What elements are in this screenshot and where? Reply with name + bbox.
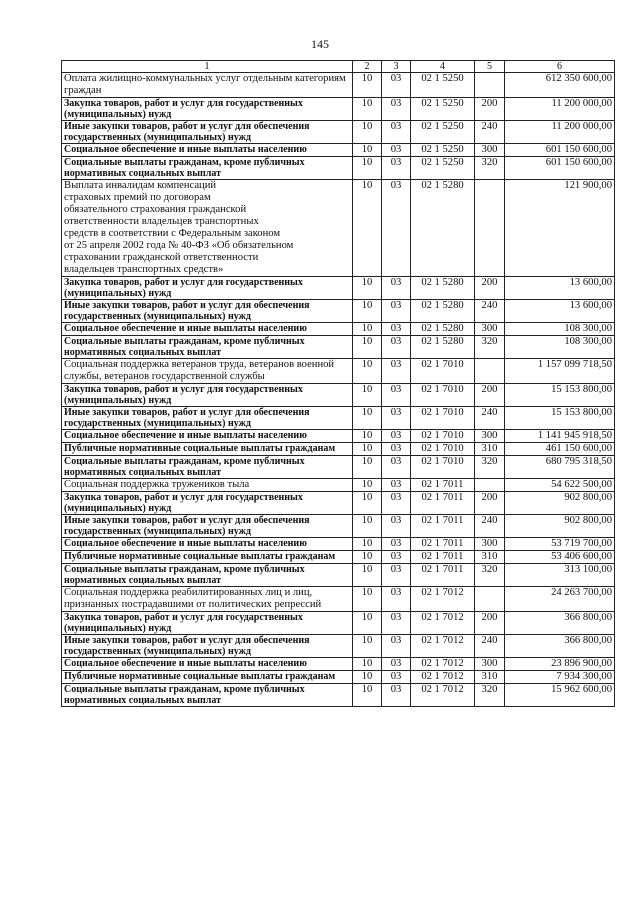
table-row bbox=[62, 73, 615, 98]
row-amount-cell: 366 800,00 bbox=[505, 612, 615, 635]
row-expense-type-cell: 200 bbox=[475, 384, 505, 407]
row-amount-cell: 108 300,00 bbox=[505, 336, 615, 359]
row-target-article-cell: 02 1 7012 bbox=[411, 684, 475, 707]
row-subsection-cell: 03 bbox=[382, 336, 411, 359]
table-row bbox=[62, 564, 615, 587]
row-name-cell: Социальные выплаты гражданам, кроме публичных нормативных социальных выплат bbox=[62, 684, 353, 707]
row-amount-cell: 1 157 099 718,50 bbox=[505, 359, 615, 384]
budget-table bbox=[61, 60, 615, 707]
row-amount-cell: 53 406 600,00 bbox=[505, 551, 615, 564]
row-subsection-cell: 03 bbox=[382, 359, 411, 384]
table-row bbox=[62, 658, 615, 671]
row-expense-type-cell: 310 bbox=[475, 671, 505, 684]
row-subsection-cell: 03 bbox=[382, 479, 411, 492]
row-amount-cell: 54 622 500,00 bbox=[505, 479, 615, 492]
column-header-6: 6 bbox=[505, 61, 615, 73]
row-amount-cell: 53 719 700,00 bbox=[505, 538, 615, 551]
table-row bbox=[62, 277, 615, 300]
row-section-cell: 10 bbox=[353, 430, 382, 443]
row-target-article-cell: 02 1 5280 bbox=[411, 180, 475, 277]
row-amount-cell: 11 200 000,00 bbox=[505, 98, 615, 121]
column-header-2: 2 bbox=[353, 61, 382, 73]
row-name-cell: Социальные выплаты гражданам, кроме публичных нормативных социальных выплат bbox=[62, 157, 353, 180]
row-target-article-cell: 02 1 7010 bbox=[411, 359, 475, 384]
row-name-cell: Публичные нормативные социальные выплаты гражданам bbox=[62, 443, 353, 456]
row-target-article-cell: 02 1 7011 bbox=[411, 492, 475, 515]
row-section-cell: 10 bbox=[353, 551, 382, 564]
row-name-cell: Закупка товаров, работ и услуг для государственных (муниципальных) нужд bbox=[62, 98, 353, 121]
row-subsection-cell: 03 bbox=[382, 121, 411, 144]
row-amount-cell: 108 300,00 bbox=[505, 323, 615, 336]
row-name-cell: Социальная поддержка ветеранов труда, ветеранов военной службы, ветеранов государственной службы bbox=[62, 359, 353, 384]
row-amount-cell: 13 600,00 bbox=[505, 300, 615, 323]
row-name-cell: Публичные нормативные социальные выплаты гражданам bbox=[62, 551, 353, 564]
row-section-cell: 10 bbox=[353, 538, 382, 551]
row-expense-type-cell: 320 bbox=[475, 157, 505, 180]
row-subsection-cell: 03 bbox=[382, 538, 411, 551]
row-expense-type-cell: 320 bbox=[475, 564, 505, 587]
row-target-article-cell: 02 1 5250 bbox=[411, 157, 475, 180]
row-section-cell: 10 bbox=[353, 336, 382, 359]
table-row bbox=[62, 121, 615, 144]
row-name-cell: Публичные нормативные социальные выплаты гражданам bbox=[62, 671, 353, 684]
row-section-cell: 10 bbox=[353, 73, 382, 98]
row-section-cell: 10 bbox=[353, 671, 382, 684]
row-expense-type-cell bbox=[475, 180, 505, 277]
row-subsection-cell: 03 bbox=[382, 277, 411, 300]
table-row bbox=[62, 479, 615, 492]
column-header-1: 1 bbox=[62, 61, 353, 73]
row-subsection-cell: 03 bbox=[382, 180, 411, 277]
row-subsection-cell: 03 bbox=[382, 407, 411, 430]
row-amount-cell: 15 962 600,00 bbox=[505, 684, 615, 707]
row-target-article-cell: 02 1 5280 bbox=[411, 300, 475, 323]
row-subsection-cell: 03 bbox=[382, 456, 411, 479]
row-name-cell: Социальная поддержка тружеников тыла bbox=[62, 479, 353, 492]
table-row bbox=[62, 323, 615, 336]
row-section-cell: 10 bbox=[353, 98, 382, 121]
row-target-article-cell: 02 1 5280 bbox=[411, 277, 475, 300]
table-row bbox=[62, 515, 615, 538]
row-amount-cell: 7 934 300,00 bbox=[505, 671, 615, 684]
table-row bbox=[62, 157, 615, 180]
row-target-article-cell: 02 1 7012 bbox=[411, 658, 475, 671]
row-name-cell: Иные закупки товаров, работ и услуг для обеспечения государственных (муниципальных) нужд bbox=[62, 407, 353, 430]
row-name-cell: Иные закупки товаров, работ и услуг для обеспечения государственных (муниципальных) нужд bbox=[62, 300, 353, 323]
column-header-4: 4 bbox=[411, 61, 475, 73]
row-subsection-cell: 03 bbox=[382, 551, 411, 564]
row-section-cell: 10 bbox=[353, 684, 382, 707]
row-target-article-cell: 02 1 7012 bbox=[411, 635, 475, 658]
table-row bbox=[62, 587, 615, 612]
table-row bbox=[62, 538, 615, 551]
row-section-cell: 10 bbox=[353, 277, 382, 300]
row-name-cell: Выплата инвалидам компенсаций страховых премий по договорам обязательного страхования гражданской ответственности владельцев транспортных средств в соответствии с Федеральным законом от 25 апреля 2002 года № 40-ФЗ «Об обязательном страховании гражданской ответственности владельцев транспортных средств» bbox=[62, 180, 353, 277]
row-section-cell: 10 bbox=[353, 407, 382, 430]
row-target-article-cell: 02 1 7010 bbox=[411, 407, 475, 430]
row-target-article-cell: 02 1 5280 bbox=[411, 323, 475, 336]
row-expense-type-cell bbox=[475, 587, 505, 612]
table-row bbox=[62, 612, 615, 635]
row-target-article-cell: 02 1 7012 bbox=[411, 587, 475, 612]
row-target-article-cell: 02 1 7010 bbox=[411, 384, 475, 407]
table-row bbox=[62, 98, 615, 121]
table-row bbox=[62, 359, 615, 384]
row-expense-type-cell: 200 bbox=[475, 277, 505, 300]
row-subsection-cell: 03 bbox=[382, 430, 411, 443]
row-target-article-cell: 02 1 5280 bbox=[411, 336, 475, 359]
row-target-article-cell: 02 1 7010 bbox=[411, 430, 475, 443]
row-name-cell: Закупка товаров, работ и услуг для государственных (муниципальных) нужд bbox=[62, 384, 353, 407]
row-expense-type-cell: 240 bbox=[475, 515, 505, 538]
row-name-cell: Социальное обеспечение и иные выплаты населению bbox=[62, 658, 353, 671]
column-header-5: 5 bbox=[475, 61, 505, 73]
table-row bbox=[62, 407, 615, 430]
row-subsection-cell: 03 bbox=[382, 323, 411, 336]
row-target-article-cell: 02 1 5250 bbox=[411, 98, 475, 121]
row-section-cell: 10 bbox=[353, 492, 382, 515]
row-subsection-cell: 03 bbox=[382, 443, 411, 456]
row-target-article-cell: 02 1 5250 bbox=[411, 144, 475, 157]
row-expense-type-cell: 300 bbox=[475, 658, 505, 671]
row-name-cell: Социальное обеспечение и иные выплаты населению bbox=[62, 323, 353, 336]
row-name-cell: Иные закупки товаров, работ и услуг для обеспечения государственных (муниципальных) нужд bbox=[62, 635, 353, 658]
column-header-3: 3 bbox=[382, 61, 411, 73]
row-amount-cell: 1 141 945 918,50 bbox=[505, 430, 615, 443]
table-row bbox=[62, 336, 615, 359]
row-section-cell: 10 bbox=[353, 515, 382, 538]
row-subsection-cell: 03 bbox=[382, 98, 411, 121]
row-name-cell: Социальная поддержка реабилитированных лиц и лиц, признанных пострадавшими от политических репрессий bbox=[62, 587, 353, 612]
row-name-cell: Социальные выплаты гражданам, кроме публичных нормативных социальных выплат bbox=[62, 336, 353, 359]
row-subsection-cell: 03 bbox=[382, 612, 411, 635]
row-name-cell: Социальные выплаты гражданам, кроме публичных нормативных социальных выплат bbox=[62, 564, 353, 587]
row-section-cell: 10 bbox=[353, 456, 382, 479]
row-expense-type-cell bbox=[475, 73, 505, 98]
row-name-cell: Социальные выплаты гражданам, кроме публичных нормативных социальных выплат bbox=[62, 456, 353, 479]
row-section-cell: 10 bbox=[353, 612, 382, 635]
row-section-cell: 10 bbox=[353, 144, 382, 157]
row-target-article-cell: 02 1 5250 bbox=[411, 73, 475, 98]
row-section-cell: 10 bbox=[353, 635, 382, 658]
row-name-cell: Закупка товаров, работ и услуг для государственных (муниципальных) нужд bbox=[62, 612, 353, 635]
table-row bbox=[62, 144, 615, 157]
row-subsection-cell: 03 bbox=[382, 671, 411, 684]
row-amount-cell: 13 600,00 bbox=[505, 277, 615, 300]
row-amount-cell: 902 800,00 bbox=[505, 492, 615, 515]
row-name-cell: Социальное обеспечение и иные выплаты населению bbox=[62, 430, 353, 443]
row-expense-type-cell bbox=[475, 359, 505, 384]
row-amount-cell: 23 896 900,00 bbox=[505, 658, 615, 671]
row-target-article-cell: 02 1 7011 bbox=[411, 479, 475, 492]
table-row bbox=[62, 684, 615, 707]
table-row bbox=[62, 430, 615, 443]
row-expense-type-cell: 240 bbox=[475, 300, 505, 323]
row-expense-type-cell: 320 bbox=[475, 336, 505, 359]
row-name-cell: Оплата жилищно-коммунальных услуг отдельным категориям граждан bbox=[62, 73, 353, 98]
row-amount-cell: 15 153 800,00 bbox=[505, 384, 615, 407]
row-section-cell: 10 bbox=[353, 121, 382, 144]
row-amount-cell: 11 200 000,00 bbox=[505, 121, 615, 144]
row-section-cell: 10 bbox=[353, 479, 382, 492]
row-subsection-cell: 03 bbox=[382, 635, 411, 658]
row-target-article-cell: 02 1 7010 bbox=[411, 443, 475, 456]
row-amount-cell: 612 350 600,00 bbox=[505, 73, 615, 98]
row-section-cell: 10 bbox=[353, 323, 382, 336]
row-expense-type-cell: 320 bbox=[475, 456, 505, 479]
row-subsection-cell: 03 bbox=[382, 587, 411, 612]
row-expense-type-cell: 240 bbox=[475, 407, 505, 430]
row-name-cell: Закупка товаров, работ и услуг для государственных (муниципальных) нужд bbox=[62, 492, 353, 515]
row-subsection-cell: 03 bbox=[382, 144, 411, 157]
row-name-cell: Иные закупки товаров, работ и услуг для обеспечения государственных (муниципальных) нужд bbox=[62, 515, 353, 538]
row-target-article-cell: 02 1 7011 bbox=[411, 538, 475, 551]
table-row bbox=[62, 384, 615, 407]
row-expense-type-cell: 200 bbox=[475, 612, 505, 635]
row-target-article-cell: 02 1 7011 bbox=[411, 551, 475, 564]
table-row bbox=[62, 300, 615, 323]
row-expense-type-cell: 200 bbox=[475, 98, 505, 121]
row-expense-type-cell: 240 bbox=[475, 635, 505, 658]
table-row bbox=[62, 492, 615, 515]
row-target-article-cell: 02 1 7012 bbox=[411, 671, 475, 684]
row-name-cell: Социальное обеспечение и иные выплаты населению bbox=[62, 144, 353, 157]
row-amount-cell: 902 800,00 bbox=[505, 515, 615, 538]
row-subsection-cell: 03 bbox=[382, 157, 411, 180]
row-section-cell: 10 bbox=[353, 658, 382, 671]
row-section-cell: 10 bbox=[353, 300, 382, 323]
row-expense-type-cell: 240 bbox=[475, 121, 505, 144]
row-expense-type-cell bbox=[475, 479, 505, 492]
row-target-article-cell: 02 1 7010 bbox=[411, 456, 475, 479]
row-amount-cell: 15 153 800,00 bbox=[505, 407, 615, 430]
row-subsection-cell: 03 bbox=[382, 658, 411, 671]
row-name-cell: Закупка товаров, работ и услуг для государственных (муниципальных) нужд bbox=[62, 277, 353, 300]
row-amount-cell: 601 150 600,00 bbox=[505, 157, 615, 180]
row-section-cell: 10 bbox=[353, 443, 382, 456]
table-row bbox=[62, 443, 615, 456]
row-subsection-cell: 03 bbox=[382, 384, 411, 407]
row-amount-cell: 121 900,00 bbox=[505, 180, 615, 277]
row-expense-type-cell: 300 bbox=[475, 538, 505, 551]
table-body bbox=[62, 73, 615, 707]
row-expense-type-cell: 310 bbox=[475, 443, 505, 456]
table-row bbox=[62, 551, 615, 564]
row-subsection-cell: 03 bbox=[382, 684, 411, 707]
row-subsection-cell: 03 bbox=[382, 564, 411, 587]
table-header-row bbox=[62, 61, 615, 73]
row-subsection-cell: 03 bbox=[382, 515, 411, 538]
row-section-cell: 10 bbox=[353, 384, 382, 407]
row-amount-cell: 24 263 700,00 bbox=[505, 587, 615, 612]
row-amount-cell: 366 800,00 bbox=[505, 635, 615, 658]
row-subsection-cell: 03 bbox=[382, 492, 411, 515]
page-number: 145 bbox=[311, 37, 329, 51]
row-expense-type-cell: 300 bbox=[475, 323, 505, 336]
row-target-article-cell: 02 1 5250 bbox=[411, 121, 475, 144]
row-section-cell: 10 bbox=[353, 157, 382, 180]
table-row bbox=[62, 671, 615, 684]
row-target-article-cell: 02 1 7011 bbox=[411, 564, 475, 587]
row-subsection-cell: 03 bbox=[382, 73, 411, 98]
row-expense-type-cell: 300 bbox=[475, 144, 505, 157]
row-section-cell: 10 bbox=[353, 180, 382, 277]
table-row bbox=[62, 180, 615, 277]
row-amount-cell: 680 795 318,50 bbox=[505, 456, 615, 479]
row-amount-cell: 461 150 600,00 bbox=[505, 443, 615, 456]
row-expense-type-cell: 320 bbox=[475, 684, 505, 707]
table-row bbox=[62, 456, 615, 479]
table-row bbox=[62, 635, 615, 658]
row-target-article-cell: 02 1 7011 bbox=[411, 515, 475, 538]
row-expense-type-cell: 300 bbox=[475, 430, 505, 443]
row-amount-cell: 313 100,00 bbox=[505, 564, 615, 587]
row-section-cell: 10 bbox=[353, 564, 382, 587]
row-subsection-cell: 03 bbox=[382, 300, 411, 323]
row-name-cell: Иные закупки товаров, работ и услуг для обеспечения государственных (муниципальных) нужд bbox=[62, 121, 353, 144]
row-expense-type-cell: 200 bbox=[475, 492, 505, 515]
row-section-cell: 10 bbox=[353, 587, 382, 612]
row-target-article-cell: 02 1 7012 bbox=[411, 612, 475, 635]
row-expense-type-cell: 310 bbox=[475, 551, 505, 564]
row-amount-cell: 601 150 600,00 bbox=[505, 144, 615, 157]
row-section-cell: 10 bbox=[353, 359, 382, 384]
row-name-cell: Социальное обеспечение и иные выплаты населению bbox=[62, 538, 353, 551]
